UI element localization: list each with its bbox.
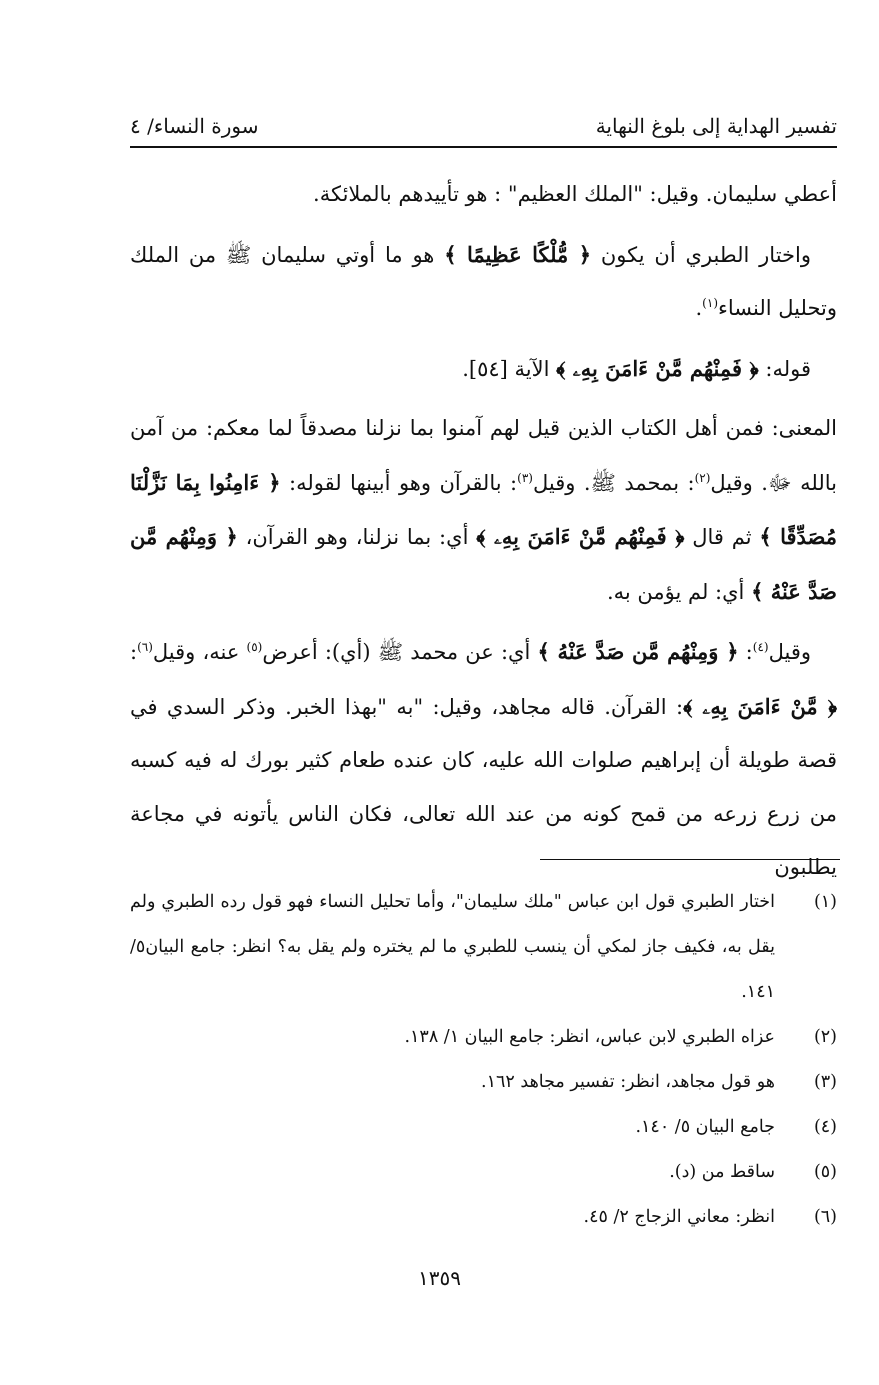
footnote-number: (٥) [813,1162,837,1182]
footnote [130,1150,837,1195]
footnote-text: هو قول مجاهد، انظر: تفسير مجاهد ١٦٢. [481,1072,775,1092]
paragraph-5: وقيل$^{(٤)}$: ﴿ وَمِنْهُم مَّن صَدَّ عَنْهُ ﴾ أي: عن محمد ﷺ (أي): أعرض$^{(٥)}$ عنه، وقيل$^{(٦)}$: ﴿ مَّنْ ءَامَنَ بِهِۦ ﴾: القرآن. قاله مجاهد، وقيل: "به "بهذا الخبر. وذكر السدي في قصة طويلة أن إبراهيم صلوات الله عليه، كان عنده طعام كثير بورك له فيه كسبه من زرع زرعه من قمح كونه من عند الله تعالى، فكان الناس يأتونه في مجاعة يطلبون [130,639,837,879]
quran-verse: ﴿ وَمِنْهُم مَّن صَدَّ عَنْهُ ﴾ [537,639,739,664]
footnote [130,1195,837,1240]
paragraph-3: قوله: ﴿ فَمِنْهُم مَّنْ ءَامَنَ بِهِۦ ﴾ الآية [٥٤]. [462,355,811,381]
footnote-number: (٣) [813,1072,837,1092]
footnotes [130,880,837,1240]
footnote-text: انظر: معاني الزجاج ٢/ ٤٥. [583,1207,775,1227]
header-divider [130,146,837,148]
footnote-ref: (٢) [694,470,711,485]
quran-verse: ﴿ مُّلْكًا عَظِيمًا ﴾ [444,241,592,267]
footnote [130,1015,837,1060]
footnote-number: (١) [813,892,837,912]
footnote-ref: (١) [702,296,718,310]
page-number: ١٣٥٩ [418,1266,461,1290]
footnote-number: (٦) [813,1207,837,1227]
quran-verse: ﴿ فَمِنْهُم مَّنْ ءَامَنَ بِهِۦ ﴾ [556,355,759,381]
quran-verse: ﴿ ءَامِنُوا بِمَا نَزَّلْنَا مُصَدِّقًا ﴾ [130,469,838,549]
footnote-text: اختار الطبري قول ابن عباس "ملك سليمان"، وأما تحليل النساء فهو قول رده الطبري ولم يقل به، فكيف جاز لمكي أن ينسب للطبري ما لم يختره ولم يقل به؟ انظر: جامع البيان٥/ ١٤١. [130,892,775,1002]
footnote-number: (٤) [813,1117,837,1137]
paragraph-4: المعنى: فمن أهل الكتاب الذين قيل لهم آمنوا بما نزلنا مصدقاً لما معكم: من آمن بالله ﷻ. وقيل$^{(٢)}$: بمحمد ﷺ. وقيل$^{(٣)}$: بالقرآن وهو أبينها لقوله: ﴿ ءَامِنُوا بِمَا نَزَّلْنَا مُصَدِّقًا ﴾ ثم قال ﴿ فَمِنْهُم مَّنْ ءَامَنَ بِهِۦ ﴾ أي: بما نزلنا، وهو القرآن، ﴿ وَمِنْهُم مَّن صَدَّ عَنْهُ ﴾ أي: لم يؤمن به. [130,416,838,604]
footnote [130,880,837,1015]
footnote [130,1060,837,1105]
book-title: تفسير الهداية إلى بلوغ النهاية [595,114,837,138]
quran-verse: ﴿ مَّنْ ءَامَنَ بِهِۦ ﴾ [683,693,837,719]
footnote-ref: (٣) [517,470,533,485]
surah-label: سورة النساء/ ٤ [130,114,259,138]
footnote-ref: (٥) [246,640,263,654]
footnote-ref: (٦) [137,640,153,654]
footnote-text: جامع البيان ٥/ ١٤٠. [635,1117,775,1137]
running-header [130,108,837,144]
footnote-text: ساقط من (د). [669,1162,775,1182]
footnote-ref: (٤) [752,640,769,654]
quran-verse: ﴿ وَمِنْهُم مَّن صَدَّ عَنْهُ ﴾ [130,524,837,604]
quran-verse: ﴿ فَمِنْهُم مَّنْ ءَامَنَ بِهِۦ ﴾ [476,524,685,549]
paragraph-2: واختار الطبري أن يكون ﴿ مُّلْكًا عَظِيمًا ﴾ هو ما أوتي سليمان ﷺ من الملك وتحليل النساء$^{(١)}$. [130,241,837,320]
footnote [130,1105,837,1150]
paragraph-1: أعطي سليمان. وقيل: "الملك العظيم" : هو تأييدهم بالملائكة. [313,182,837,206]
main-text [130,168,837,901]
footnote-divider [540,859,840,860]
footnote-number: (٢) [813,1027,837,1047]
footnote-text: عزاه الطبري لابن عباس، انظر: جامع البيان ١/ ١٣٨. [404,1027,775,1047]
